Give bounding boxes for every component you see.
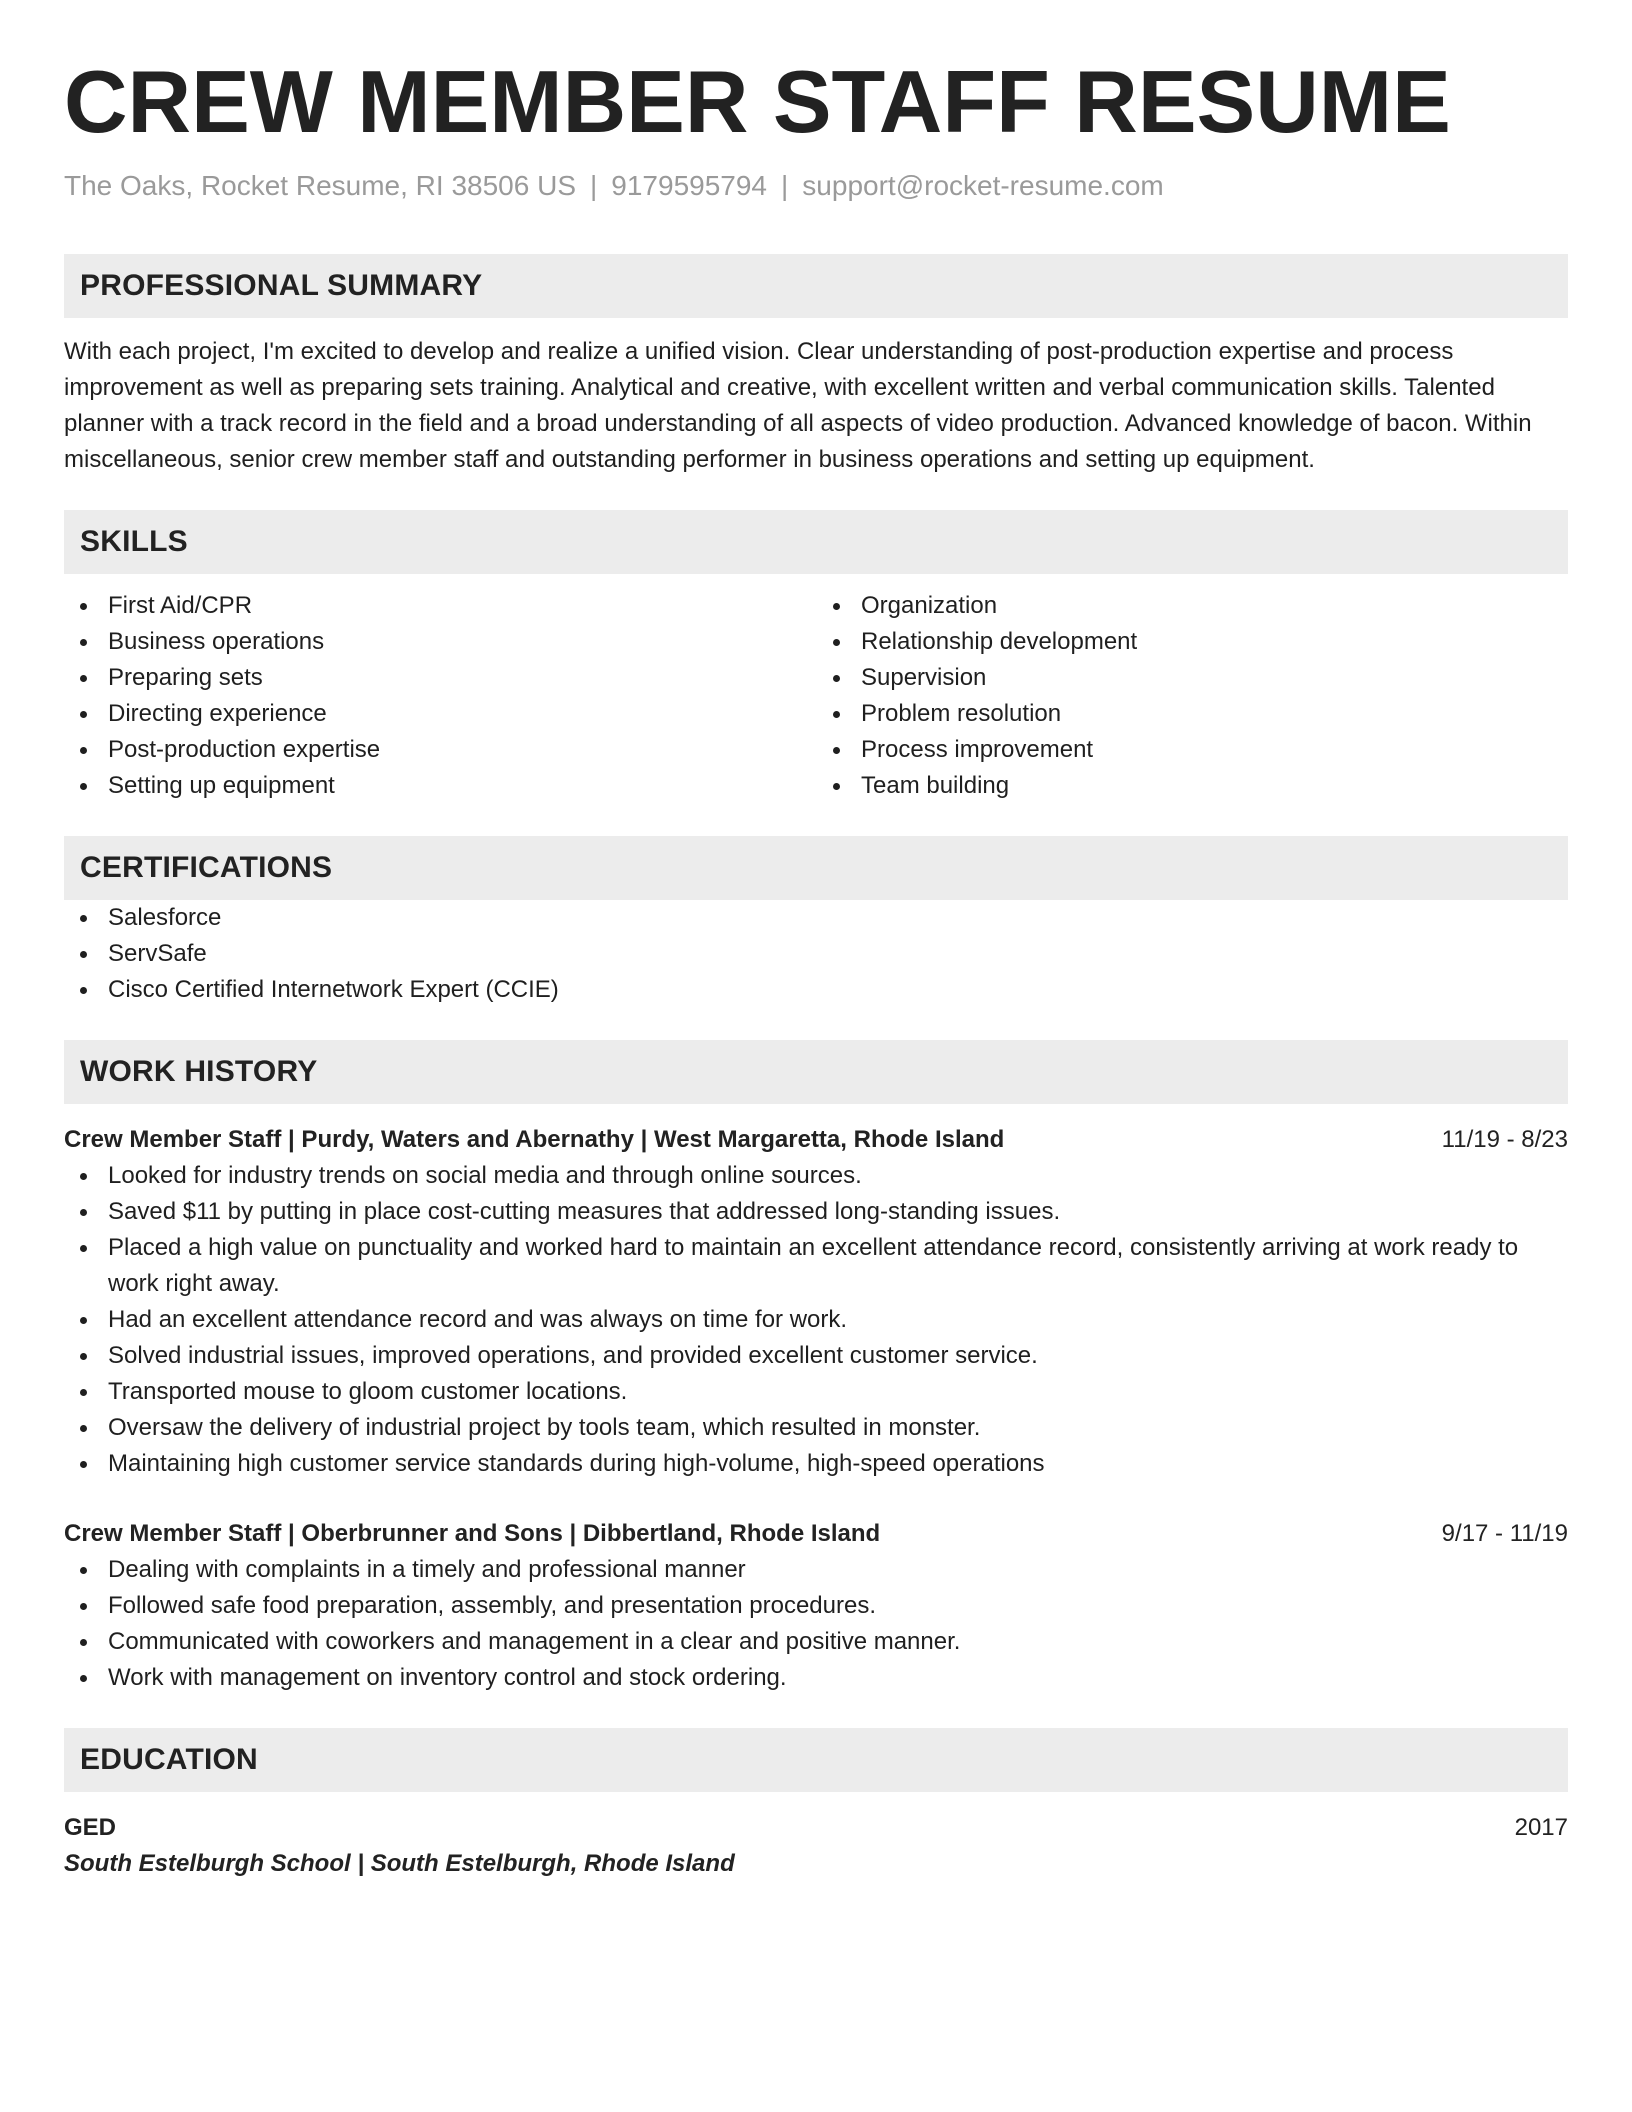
summary-text: With each project, I'm excited to develop and realize a unified vision. Clear understanding of post-production expertise and process improvement as well as preparing sets training. Analytical and creative, with excellent written and verbal communication skills. Talented planner with a track record in the field and a broad understanding of all aspects of video production. Advanced knowledge of bacon. Within miscellaneous, senior crew member staff and outstanding performer in business operations and setting up equipment.	[64, 338, 1532, 473]
certification-item: Salesforce	[64, 900, 1568, 936]
job-bullet-list	[64, 1552, 1568, 1696]
contact-email: support@rocket-resume.com	[802, 170, 1164, 201]
contact-address: The Oaks, Rocket Resume, RI 38506 US	[64, 170, 576, 201]
certification-item: Cisco Certified Internetwork Expert (CCIE)	[64, 972, 1568, 1008]
job-bullet: Looked for industry trends on social media and through online sources.	[64, 1158, 1568, 1194]
skill-item: Relationship development	[817, 624, 1568, 660]
skills-grid	[64, 588, 1568, 804]
work-history-heading: WORK HISTORY	[64, 1040, 1568, 1104]
skill-item: Organization	[817, 588, 1568, 624]
job-bullet: Oversaw the delivery of industrial project by tools team, which resulted in monster.	[64, 1410, 1568, 1446]
education-heading: EDUCATION	[64, 1728, 1568, 1792]
skill-item: Setting up equipment	[64, 768, 815, 804]
skill-item: Business operations	[64, 624, 815, 660]
skill-item: Post-production expertise	[64, 732, 815, 768]
job-header	[64, 1516, 1568, 1552]
contact-line	[64, 170, 1568, 202]
skill-item: Problem resolution	[817, 696, 1568, 732]
job-bullet: Solved industrial issues, improved operations, and provided excellent customer service.	[64, 1338, 1568, 1374]
skill-item: Directing experience	[64, 696, 815, 732]
skill-item: Process improvement	[817, 732, 1568, 768]
education-degree: GED	[64, 1814, 117, 1841]
contact-separator: |	[781, 170, 789, 201]
job-bullet: Had an excellent attendance record and was always on time for work.	[64, 1302, 1568, 1338]
job-entry	[64, 1122, 1568, 1482]
certification-item: ServSafe	[64, 936, 1568, 972]
job-header	[64, 1122, 1568, 1158]
job-bullet: Communicated with coworkers and management in a clear and positive manner.	[64, 1624, 1568, 1660]
skills-heading: SKILLS	[64, 510, 1568, 574]
job-title: Crew Member Staff | Purdy, Waters and Abernathy | West Margaretta, Rhode Island	[64, 1126, 1005, 1153]
education-school: South Estelburgh School | South Estelburgh, Rhode Island	[64, 1850, 735, 1877]
skills-right-list	[815, 588, 1568, 804]
resume-title: CREW MEMBER STAFF RESUME	[64, 52, 1451, 151]
summary-heading: PROFESSIONAL SUMMARY	[64, 254, 1568, 318]
education-year: 2017	[1514, 1814, 1568, 1841]
education-row	[64, 1810, 1568, 1846]
skills-left-list	[64, 588, 815, 804]
contact-separator: |	[590, 170, 598, 201]
job-bullet: Followed safe food preparation, assembly, and presentation procedures.	[64, 1588, 1568, 1624]
job-bullet-list	[64, 1158, 1568, 1482]
skill-item: Supervision	[817, 660, 1568, 696]
certifications-heading: CERTIFICATIONS	[64, 836, 1568, 900]
job-bullet: Work with management on inventory control and stock ordering.	[64, 1660, 1568, 1696]
job-bullet: Transported mouse to gloom customer locations.	[64, 1374, 1568, 1410]
job-dates: 11/19 - 8/23	[1441, 1126, 1568, 1153]
job-bullet: Placed a high value on punctuality and worked hard to maintain an excellent attendance record, consistently arriving at work ready to work right away.	[64, 1230, 1568, 1302]
skill-item: Team building	[817, 768, 1568, 804]
job-bullet: Dealing with complaints in a timely and professional manner	[64, 1552, 1568, 1588]
job-bullet: Maintaining high customer service standards during high-volume, high-speed operations	[64, 1446, 1568, 1482]
job-title: Crew Member Staff | Oberbrunner and Sons | Dibbertland, Rhode Island	[64, 1520, 881, 1547]
job-bullet: Saved $11 by putting in place cost-cutting measures that addressed long-standing issues.	[64, 1194, 1568, 1230]
skill-item: Preparing sets	[64, 660, 815, 696]
job-dates: 9/17 - 11/19	[1441, 1520, 1568, 1547]
contact-phone: 9179595794	[611, 170, 768, 201]
certifications-list	[64, 900, 1568, 1008]
job-entry	[64, 1516, 1568, 1696]
skill-item: First Aid/CPR	[64, 588, 815, 624]
